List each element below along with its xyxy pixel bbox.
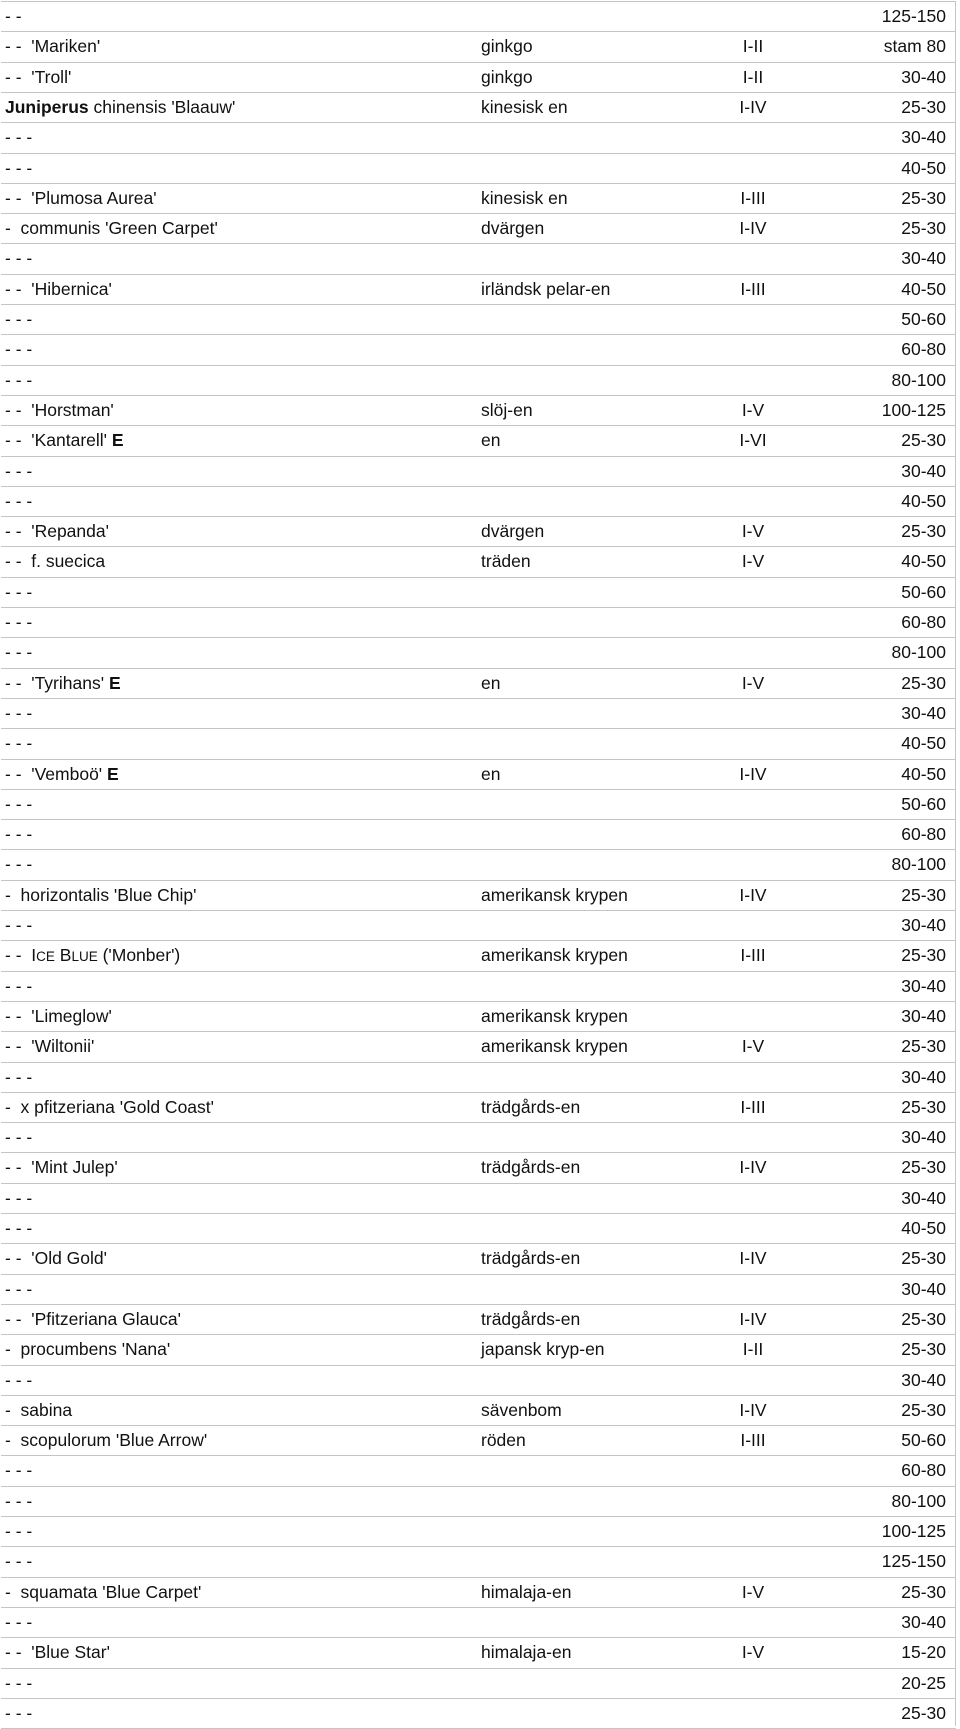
hardiness-zone: I-II	[742, 1339, 764, 1359]
size-range: 25-30	[901, 1309, 946, 1329]
table-row	[0, 1516, 955, 1546]
size-range: 60-80	[901, 339, 946, 359]
hardiness-zone: I-V	[741, 1642, 765, 1662]
table-row	[0, 1486, 955, 1516]
table-row	[0, 1546, 955, 1576]
plant-name	[5, 1278, 32, 1300]
name-text: - - 'Hibernica'	[5, 279, 112, 299]
name-text: - - -	[5, 1370, 33, 1390]
hardiness-zone: I-IV	[739, 764, 767, 784]
size-range: 25-30	[901, 1157, 946, 1177]
size-range: 40-50	[901, 1218, 946, 1238]
size-range: 125-150	[881, 6, 946, 26]
table-row	[0, 243, 955, 273]
size-range: 30-40	[901, 127, 946, 147]
size-range: 80-100	[891, 1491, 946, 1511]
table-row	[0, 516, 955, 546]
name-text: - - 'Horstman'	[5, 400, 114, 420]
plant-name	[5, 672, 121, 694]
plant-name	[5, 1308, 181, 1330]
table-row	[0, 1668, 955, 1698]
plant-name	[5, 217, 218, 239]
size-range: 25-30	[901, 1097, 946, 1117]
common-name: trädgårds-en	[481, 1248, 581, 1268]
common-name: en	[481, 673, 501, 693]
size-range: 25-30	[901, 430, 946, 450]
name-text: - - 'Pfitzeriana Glauca'	[5, 1309, 181, 1329]
size-range: 20-25	[901, 1673, 946, 1693]
hardiness-zone: I-IV	[739, 97, 767, 117]
table-row	[0, 940, 955, 970]
name-text: - - 'Tyrihans'	[5, 673, 105, 693]
plant-name	[5, 1035, 94, 1057]
plant-name	[5, 1247, 107, 1269]
plant-name	[5, 520, 109, 542]
hardiness-zone: I-IV	[739, 1400, 767, 1420]
size-range: 30-40	[901, 1370, 946, 1390]
table-row	[0, 1274, 955, 1304]
size-range: 25-30	[901, 218, 946, 238]
common-name: röden	[481, 1430, 526, 1450]
plant-name	[5, 35, 100, 57]
plant-name	[5, 1581, 201, 1603]
common-name: kinesisk en	[481, 188, 568, 208]
name-text: - - -	[5, 1279, 33, 1299]
table-row	[0, 910, 955, 940]
name-text: - - -	[5, 158, 33, 178]
size-range: 100-125	[881, 400, 946, 420]
plant-name	[5, 5, 22, 27]
table-row	[0, 274, 955, 304]
common-name: sävenbom	[481, 1400, 562, 1420]
name-text: - - -	[5, 248, 33, 268]
plant-name	[5, 66, 71, 88]
table-row	[0, 1577, 955, 1607]
plant-name	[5, 550, 105, 572]
size-range: stam 80	[883, 36, 946, 56]
table-row	[0, 456, 955, 486]
name-text: - procumbens 'Nana'	[5, 1339, 171, 1359]
size-range: 25-30	[901, 97, 946, 117]
common-name: slöj-en	[481, 400, 533, 420]
size-range: 50-60	[901, 582, 946, 602]
plant-name	[5, 157, 32, 179]
table-row	[0, 62, 955, 92]
common-name: amerikansk krypen	[481, 1036, 628, 1056]
plant-name	[5, 1490, 32, 1512]
hardiness-zone: I-V	[741, 551, 765, 571]
plant-name	[5, 884, 197, 906]
name-text: - - 'Kantarell'	[5, 430, 107, 450]
table-right-border	[955, 1, 956, 1726]
table-row	[0, 486, 955, 516]
plant-name	[5, 1672, 32, 1694]
table-row	[0, 1213, 955, 1243]
plant-name	[5, 641, 32, 663]
table-row	[0, 153, 955, 183]
plant-name	[5, 1096, 214, 1118]
name-text: - - 'Repanda'	[5, 521, 109, 541]
name-text: - - -	[5, 1703, 33, 1723]
plant-name	[5, 763, 119, 785]
size-range: 30-40	[901, 1006, 946, 1026]
size-range: 25-30	[901, 188, 946, 208]
plant-name	[5, 1217, 32, 1239]
name-text: - - 'Blue Star'	[5, 1642, 110, 1662]
name-text: - - -	[5, 733, 33, 753]
name-prefix: - -	[5, 945, 32, 965]
name-text: - - 'Mint Julep'	[5, 1157, 118, 1177]
plant-name	[5, 460, 32, 482]
size-range: 40-50	[901, 491, 946, 511]
table-row	[0, 1122, 955, 1152]
hardiness-zone: I-V	[741, 1582, 765, 1602]
table-row	[0, 1031, 955, 1061]
common-name: dvärgen	[481, 218, 545, 238]
hardiness-zone: I-V	[741, 1036, 765, 1056]
table-row	[0, 1334, 955, 1364]
table-row	[0, 971, 955, 1001]
hardiness-zone: I-IV	[739, 1248, 767, 1268]
name-text: - - -	[5, 1491, 33, 1511]
name-text: - squamata 'Blue Carpet'	[5, 1582, 202, 1602]
common-name: träden	[481, 551, 531, 571]
plant-name	[5, 732, 32, 754]
name-text: - - -	[5, 915, 33, 935]
size-range: 80-100	[891, 854, 946, 874]
plant-name	[5, 581, 32, 603]
plant-name	[5, 1399, 72, 1421]
size-range: 30-40	[901, 1188, 946, 1208]
name-text: - - -	[5, 1460, 33, 1480]
table-row	[0, 31, 955, 61]
name-text: - - -	[5, 703, 33, 723]
plant-name	[5, 944, 180, 968]
common-name: en	[481, 764, 501, 784]
plant-name	[5, 702, 32, 724]
table-row	[0, 334, 955, 364]
table-row	[0, 1001, 955, 1031]
hardiness-zone: I-IV	[739, 1309, 767, 1329]
table-row	[0, 849, 955, 879]
table-row	[0, 1062, 955, 1092]
plant-name	[5, 611, 32, 633]
name-text: - - -	[5, 824, 33, 844]
table-row	[0, 1455, 955, 1485]
size-range: 30-40	[901, 461, 946, 481]
name-text: - - f. suecica	[5, 551, 106, 571]
common-name: himalaja-en	[481, 1582, 572, 1602]
table-row	[0, 1092, 955, 1122]
name-text: - - -	[5, 461, 33, 481]
size-range: 30-40	[901, 1279, 946, 1299]
size-range: 80-100	[891, 370, 946, 390]
trade-name-smallcaps: CE	[36, 949, 55, 964]
plant-name	[5, 1126, 32, 1148]
name-text: - - -	[5, 1067, 33, 1087]
plant-name	[5, 490, 32, 512]
table-row	[0, 395, 955, 425]
plant-name	[5, 1550, 32, 1572]
trade-name-initial: B	[59, 945, 72, 965]
plant-name	[5, 1641, 110, 1663]
size-range: 30-40	[901, 703, 946, 723]
table-row	[0, 92, 955, 122]
common-name: dvärgen	[481, 521, 545, 541]
size-range: 50-60	[901, 794, 946, 814]
common-name: amerikansk krypen	[481, 1006, 628, 1026]
size-range: 50-60	[901, 1430, 946, 1450]
table-row	[0, 880, 955, 910]
table-row	[0, 546, 955, 576]
size-range: 25-30	[901, 1036, 946, 1056]
name-text: - - -	[5, 1612, 33, 1632]
hardiness-zone: I-IV	[739, 218, 767, 238]
table-row	[0, 607, 955, 637]
hardiness-zone: I-VI	[739, 430, 767, 450]
plant-name	[5, 914, 32, 936]
size-range: 40-50	[901, 551, 946, 571]
plant-name	[5, 429, 124, 451]
table-row	[0, 698, 955, 728]
size-range: 60-80	[901, 612, 946, 632]
name-text: - - -	[5, 491, 33, 511]
size-range: 40-50	[901, 764, 946, 784]
table-row	[0, 759, 955, 789]
plant-name	[5, 1066, 32, 1088]
table-row	[0, 1395, 955, 1425]
plant-name	[5, 823, 32, 845]
table-row	[0, 1183, 955, 1213]
table-row	[0, 213, 955, 243]
genus-name: Juniperus	[5, 97, 89, 117]
hardiness-zone: I-III	[740, 1430, 766, 1450]
name-text: - - -	[5, 370, 33, 390]
table-row	[0, 637, 955, 667]
common-name: trädgårds-en	[481, 1097, 581, 1117]
name-text: - - 'Plumosa Aurea'	[5, 188, 157, 208]
species-name: chinensis 'Blaauw'	[88, 97, 236, 117]
size-range: 25-30	[901, 1703, 946, 1723]
hardiness-zone: I-V	[741, 673, 765, 693]
table-row	[0, 668, 955, 698]
name-text: - - -	[5, 642, 33, 662]
plant-name	[5, 1187, 32, 1209]
size-range: 25-30	[901, 945, 946, 965]
size-range: 25-30	[901, 673, 946, 693]
table-row	[0, 425, 955, 455]
table-row	[0, 122, 955, 152]
size-range: 25-30	[901, 1339, 946, 1359]
plant-name	[5, 247, 32, 269]
plant-name	[5, 399, 114, 421]
trade-name-initial: I	[31, 945, 37, 965]
size-range: 125-150	[881, 1551, 946, 1571]
name-text: - - -	[5, 854, 33, 874]
common-name: trädgårds-en	[481, 1157, 581, 1177]
size-range: 50-60	[901, 309, 946, 329]
plant-name	[5, 975, 32, 997]
table-row	[0, 789, 955, 819]
name-text: - horizontalis 'Blue Chip'	[5, 885, 197, 905]
plant-name	[5, 853, 32, 875]
common-name: kinesisk en	[481, 97, 568, 117]
size-range: 60-80	[901, 824, 946, 844]
trade-name-smallcaps: LUE	[71, 949, 98, 964]
plant-name	[5, 1429, 207, 1451]
table-row	[0, 1304, 955, 1334]
hardiness-zone: I-II	[742, 36, 764, 56]
size-range: 25-30	[901, 521, 946, 541]
size-range: 30-40	[901, 976, 946, 996]
name-text: - x pfitzeriana 'Gold Coast'	[5, 1097, 214, 1117]
table-row	[0, 1, 955, 31]
hardiness-zone: I-V	[741, 400, 765, 420]
size-range: 40-50	[901, 733, 946, 753]
table-row	[0, 1607, 955, 1637]
hardiness-zone: I-V	[741, 521, 765, 541]
name-text: - - -	[5, 309, 33, 329]
name-text: - - -	[5, 976, 33, 996]
plant-name	[5, 1459, 32, 1481]
name-text: - - -	[5, 794, 33, 814]
hardiness-zone: I-III	[740, 188, 766, 208]
name-text: - - -	[5, 612, 33, 632]
name-text: - communis 'Green Carpet'	[5, 218, 218, 238]
plant-name	[5, 187, 157, 209]
table-row	[0, 365, 955, 395]
common-name: trädgårds-en	[481, 1309, 581, 1329]
table-row	[0, 1365, 955, 1395]
hardiness-zone: I-IV	[739, 1157, 767, 1177]
plant-name	[5, 338, 32, 360]
common-name: ginkgo	[481, 36, 533, 56]
size-range: 100-125	[881, 1521, 946, 1541]
table-row	[0, 819, 955, 849]
size-range: 25-30	[901, 1400, 946, 1420]
common-name: ginkgo	[481, 67, 533, 87]
table-row	[0, 1425, 955, 1455]
common-name: amerikansk krypen	[481, 945, 628, 965]
cultivar-name: ('Monber')	[97, 945, 181, 965]
size-range: 40-50	[901, 158, 946, 178]
table-row	[0, 728, 955, 758]
size-range: 30-40	[901, 1612, 946, 1632]
name-text: - - 'Mariken'	[5, 36, 101, 56]
table-row	[0, 577, 955, 607]
name-text: - -	[5, 6, 22, 26]
table-row	[0, 1698, 955, 1728]
plant-name	[5, 1338, 170, 1360]
plant-name	[5, 1611, 32, 1633]
plant-name	[5, 126, 32, 148]
name-text: - - 'Old Gold'	[5, 1248, 107, 1268]
e-badge: E	[107, 764, 119, 784]
name-text: - - -	[5, 1188, 33, 1208]
size-range: 25-30	[901, 1582, 946, 1602]
size-range: 30-40	[901, 67, 946, 87]
hardiness-zone: I-III	[740, 1097, 766, 1117]
plant-name	[5, 793, 32, 815]
name-text: - - 'Wiltonii'	[5, 1036, 95, 1056]
plant-name	[5, 308, 32, 330]
table-row	[0, 1637, 955, 1667]
name-text: - - -	[5, 1218, 33, 1238]
name-text: - - -	[5, 1521, 33, 1541]
common-name: irländsk pelar-en	[481, 279, 611, 299]
table-row	[0, 304, 955, 334]
plant-name	[5, 1005, 112, 1027]
plant-name	[5, 1156, 118, 1178]
plant-name	[5, 96, 235, 118]
size-range: 80-100	[891, 642, 946, 662]
name-text: - - -	[5, 1673, 33, 1693]
common-name: amerikansk krypen	[481, 885, 628, 905]
size-range: 30-40	[901, 915, 946, 935]
name-text: - - 'Troll'	[5, 67, 72, 87]
name-text: - scopulorum 'Blue Arrow'	[5, 1430, 208, 1450]
name-text: - - -	[5, 339, 33, 359]
size-range: 25-30	[901, 1248, 946, 1268]
plant-name	[5, 369, 32, 391]
e-badge: E	[108, 673, 121, 693]
hardiness-zone: I-III	[740, 279, 766, 299]
name-text: - - -	[5, 1551, 33, 1571]
table-row	[0, 1152, 955, 1182]
name-text: - - 'Limeglow'	[5, 1006, 112, 1026]
plant-name	[5, 278, 112, 300]
hardiness-zone: I-II	[742, 67, 764, 87]
size-range: 40-50	[901, 279, 946, 299]
plant-name	[5, 1702, 32, 1724]
plant-name	[5, 1520, 32, 1542]
common-name: en	[481, 430, 501, 450]
size-range: 15-20	[901, 1642, 946, 1662]
plant-name	[5, 1369, 32, 1391]
size-range: 30-40	[901, 1127, 946, 1147]
size-range: 30-40	[901, 248, 946, 268]
size-range: 25-30	[901, 885, 946, 905]
name-text: - - -	[5, 582, 33, 602]
table-row	[0, 183, 955, 213]
hardiness-zone: I-III	[740, 945, 766, 965]
hardiness-zone: I-IV	[739, 885, 767, 905]
name-text: - - -	[5, 1127, 33, 1147]
name-text: - sabina	[5, 1400, 73, 1420]
name-text: - - 'Vemboö'	[5, 764, 103, 784]
common-name: himalaja-en	[481, 1642, 572, 1662]
e-badge: E	[111, 430, 124, 450]
name-text: - - -	[5, 127, 33, 147]
size-range: 30-40	[901, 1067, 946, 1087]
size-range: 60-80	[901, 1460, 946, 1480]
table-row	[0, 1243, 955, 1273]
common-name: japansk kryp-en	[481, 1339, 605, 1359]
